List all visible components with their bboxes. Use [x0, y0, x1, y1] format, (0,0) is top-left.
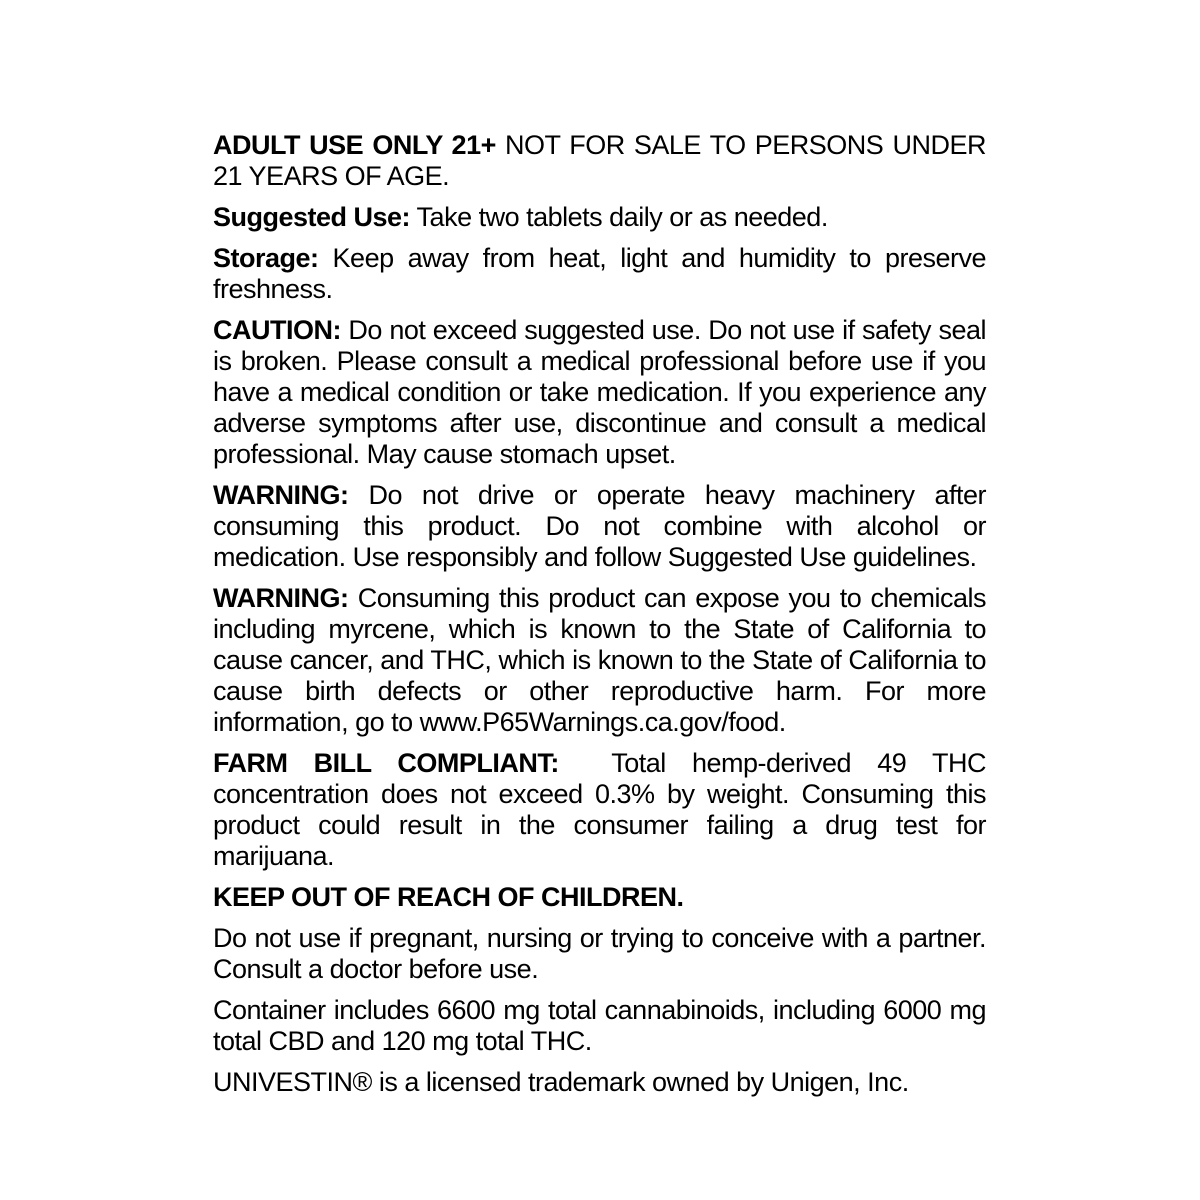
- storage-body-text: Keep away from heat, light and humidity to preserve freshness.: [213, 243, 986, 304]
- trademark-notice-body-text: UNIVESTIN® is a licensed trademark owned by Unigen, Inc.: [213, 1067, 909, 1097]
- paragraph-pregnancy-notice: [213, 923, 986, 985]
- warning-machinery-lead-in: WARNING:: [213, 480, 349, 510]
- paragraph-suggested-use: [213, 202, 986, 233]
- adult-use-notice-body-text: NOT FOR SALE TO PERSONS UNDER 21 YEARS OF AGE.: [213, 130, 986, 191]
- storage-lead-in: Storage:: [213, 243, 319, 273]
- warning-prop65-lead-in: WARNING:: [213, 583, 349, 613]
- adult-use-notice-lead-in: ADULT USE ONLY 21+: [213, 130, 496, 160]
- cannabinoid-content-body-text: Container includes 6600 mg total cannabinoids, including 6000 mg total CBD and 120 mg total THC.: [213, 995, 986, 1056]
- warning-prop65-body-text: Consuming this product can expose you to chemicals including myrcene, which is known to the State of California to cause cancer, and THC, which is known to the State of California to cause birth defects or other reproductive harm. For more information, go to www.P65Warnings.ca.gov/food.: [213, 583, 986, 737]
- suggested-use-body-text: Take two tablets daily or as needed.: [410, 202, 828, 232]
- farm-bill-compliant-lead-in: FARM BILL COMPLIANT:: [213, 748, 559, 778]
- paragraph-warning-prop65: [213, 583, 986, 738]
- paragraph-farm-bill-compliant: [213, 748, 986, 872]
- paragraph-storage: [213, 243, 986, 305]
- label-text-block: [213, 130, 986, 1098]
- paragraph-caution: [213, 315, 986, 470]
- paragraph-keep-out-of-reach: [213, 882, 986, 913]
- keep-out-of-reach-lead-in: KEEP OUT OF REACH OF CHILDREN.: [213, 882, 684, 912]
- paragraph-trademark-notice: [213, 1067, 986, 1098]
- warning-machinery-body-text: Do not drive or operate heavy machinery after consuming this product. Do not combine with alcohol or medication. Use responsibly and follow Suggested Use guidelines.: [213, 480, 986, 572]
- paragraph-cannabinoid-content: [213, 995, 986, 1057]
- farm-bill-compliant-body-text: Total hemp-derived 49 THC concentration does not exceed 0.3% by weight. Consuming this product could result in the consumer failing a drug test for marijuana.: [213, 748, 986, 871]
- paragraph-adult-use-notice: [213, 130, 986, 192]
- paragraph-warning-machinery: [213, 480, 986, 573]
- caution-lead-in: CAUTION:: [213, 315, 341, 345]
- pregnancy-notice-body-text: Do not use if pregnant, nursing or trying to conceive with a partner. Consult a doctor before use.: [213, 923, 986, 984]
- suggested-use-lead-in: Suggested Use:: [213, 202, 411, 232]
- caution-body-text: Do not exceed suggested use. Do not use if safety seal is broken. Please consult a medical professional before use if you have a medical condition or take medication. If you experience any adverse symptoms after use, discontinue and consult a medical professional. May cause stomach upset.: [213, 315, 986, 469]
